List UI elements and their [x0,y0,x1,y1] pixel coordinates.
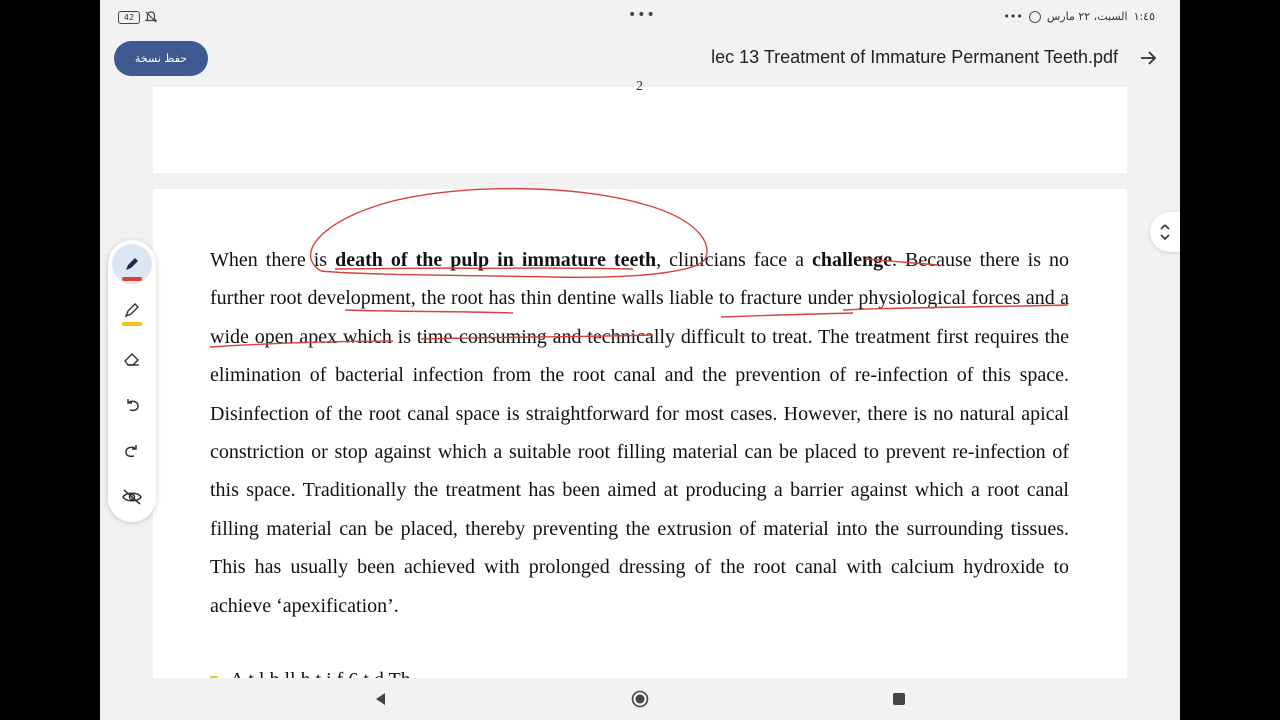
hide-annotations-button[interactable] [112,477,152,517]
bold-phrase-challenge: challenge [812,249,892,271]
nav-home-icon[interactable] [631,690,649,708]
pdf-page-2 [153,189,1127,679]
paragraph-text: When there is [210,249,336,271]
status-right-group [1003,10,1155,23]
notifications-muted-icon [144,10,158,24]
status-more-dots: ••• [1003,10,1023,23]
annotation-toolbar [108,240,156,522]
app-screen [100,0,1180,720]
bold-phrase-death-of-pulp: death of the pulp in immature teeth [335,249,657,271]
body-paragraph [210,241,1069,625]
status-date: السبت، ٢٢ مارس [1046,10,1128,23]
nav-back-icon[interactable] [372,690,390,708]
document-title: lec 13 Treatment of Immature Permanent Teeth.pdf [711,47,1118,67]
pdf-page-1 [153,79,1127,173]
status-bar [100,0,1180,34]
battery-indicator: 42 [118,11,140,24]
eraser-tool-button[interactable] [112,338,152,378]
scroll-handle[interactable] [1150,212,1180,252]
status-time: ١:٤٥ [1133,10,1155,23]
nav-recents-icon[interactable] [890,690,908,708]
hide-annotations-icon [121,487,143,507]
redo-button[interactable] [112,431,152,471]
window-handle-dots[interactable]: ••• [628,7,656,23]
back-arrow-icon[interactable] [1138,48,1158,68]
paragraph-text: . Because there is no further root development, the root has thin dentine walls liable to fracture under physiological forces and a wide open apex which is time-consuming and technically difficult to treat. The treatment first requires the elimination of bacterial infection from the root canal and the prevention of re-infection of this space. Disinfection of the root canal space is straightforward for most cases. However, there is no natural apical constriction or stop against which a suitable root filling material can be placed to prevent re-infection of this space. Traditionally the treatment has been aimed at producing a barrier against which a root canal filling material can be placed, thereby preventing the extrusion of material into the surrounding tissues. This has usually been achieved with prolonged dressing of the root canal with calcium hydroxide to achieve ‘apexification’. [210,249,1069,617]
redo-icon [122,441,142,461]
eraser-icon [122,348,142,368]
highlighter-icon [122,300,142,320]
save-copy-button[interactable]: حفظ نسخة [114,41,208,76]
undo-button[interactable] [112,385,152,425]
pen-color-swatch [122,277,142,281]
pen-icon [122,254,142,274]
scroll-arrows-icon [1150,212,1180,252]
undo-icon [122,395,142,415]
page-number: 2 [636,79,643,94]
paragraph-text: , clinicians face a [656,249,812,271]
highlighter-color-swatch [122,322,142,326]
status-app-icon [1029,11,1041,23]
system-navigation-bar [100,678,1180,720]
